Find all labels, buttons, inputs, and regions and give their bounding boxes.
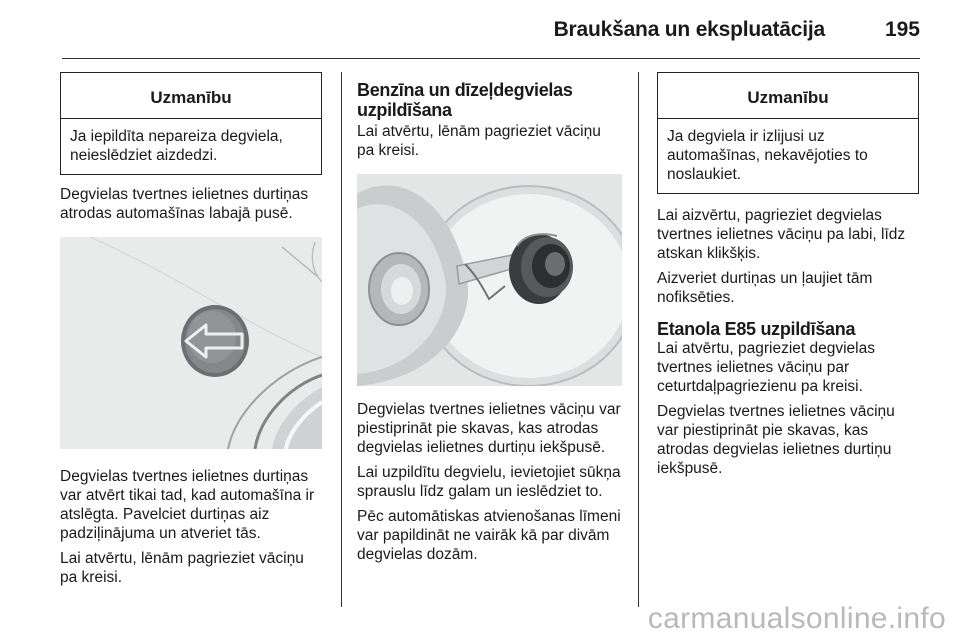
caution-text: Ja degviela ir izlijusi uz automašīnas, nekavējoties to noslaukiet. bbox=[667, 128, 868, 183]
section-heading: Benzīna un dīzeļdegvielas uzpildīšana bbox=[357, 80, 573, 120]
caution-box bbox=[657, 72, 919, 194]
paragraph: Degvielas tvertnes ielietnes vāciņu var piestiprināt pie skavas, kas atrodas degvielas ielietnes durtiņu iekšpusē. bbox=[357, 401, 621, 456]
page-header-title: Braukšana un ekspluatācija bbox=[553, 18, 825, 41]
fuel-cap-illustration bbox=[357, 174, 622, 386]
paragraph: Aizveriet durtiņas un ļaujiet tām nofiksēties. bbox=[657, 270, 873, 306]
column-divider bbox=[341, 72, 342, 607]
column-divider bbox=[638, 72, 639, 607]
fuel-door-illustration bbox=[60, 237, 322, 449]
paragraph: Lai atvērtu, pagrieziet degvielas tvertnes ielietnes vāciņu par ceturtdaļpagriezienu pa kreisi. bbox=[657, 340, 875, 395]
paragraph: Degvielas tvertnes ielietnes durtiņas atrodas automašīnas labajā pusē. bbox=[60, 186, 309, 222]
column-right bbox=[657, 72, 919, 484]
paragraph: Pēc automātiskas atvienošanas līmeni var papildināt ne vairāk kā par divām degvielas dozām. bbox=[357, 508, 621, 563]
paragraph: Lai atvērtu, lēnām pagrieziet vāciņu pa kreisi. bbox=[357, 123, 601, 159]
paragraph: Lai uzpildītu degvielu, ievietojiet sūkņa sprauslu līdz galam un ieslēdziet to. bbox=[357, 464, 621, 500]
caution-title: Uzmanību bbox=[61, 73, 321, 119]
paragraph: Degvielas tvertnes ielietnes vāciņu var piestiprināt pie skavas, kas atrodas degvielas ielietnes durtiņu iekšpusē. bbox=[657, 403, 895, 477]
watermark: carmanualsonline.info bbox=[647, 602, 946, 635]
section-heading: Etanola E85 uzpildīšana bbox=[657, 319, 856, 339]
column-middle bbox=[357, 80, 622, 570]
paragraph: Lai atvērtu, lēnām pagrieziet vāciņu pa kreisi. bbox=[60, 550, 304, 586]
caution-text: Ja iepildīta nepareiza degviela, neieslēdziet aizdedzi. bbox=[70, 128, 283, 164]
paragraph: Lai aizvērtu, pagrieziet degvielas tvertnes ielietnes vāciņu pa labi, līdz atskan klikšķis. bbox=[657, 207, 906, 262]
header-divider bbox=[62, 58, 920, 59]
paragraph: Degvielas tvertnes ielietnes durtiņas var atvērt tikai tad, kad automašīna ir atslēgta. Pavelciet durtiņas aiz padziļinājuma un atveriet tās. bbox=[60, 468, 315, 542]
caution-box bbox=[60, 72, 322, 175]
caution-title: Uzmanību bbox=[658, 73, 918, 119]
page-number: 195 bbox=[884, 18, 920, 41]
column-left bbox=[60, 72, 322, 593]
